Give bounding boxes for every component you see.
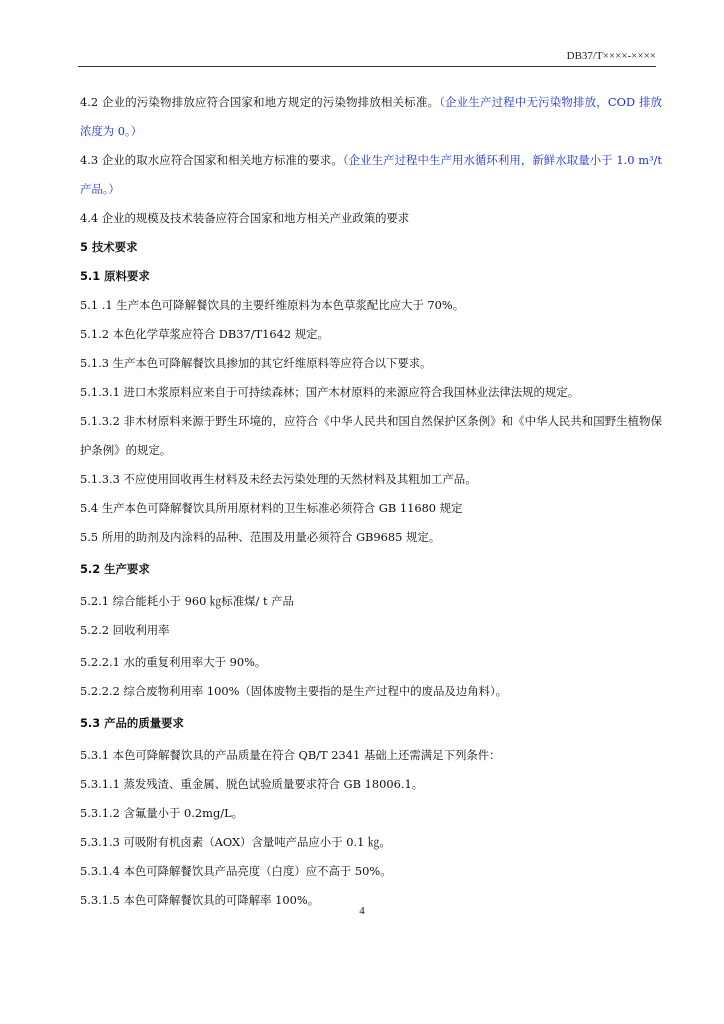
- clause-5-2-2-2: 5.2.2.2 综合废物利用率 100%（固体废物主要指的是生产过程中的废品及边角料）。: [80, 684, 508, 698]
- clause-4-3: 4.3 企业的取水应符合国家和相关地方标准的要求。（企业生产过程中生产用水循环利用，新鲜水取量小于 1.0 m³/t 产品。）: [80, 153, 662, 196]
- clause-5-1-3-1: 5.1.3.1 进口木浆原料应来自于可持续森林；国产木材原料的来源应符合我国林业法律法规的规定。: [80, 385, 580, 399]
- clause-5-1-3: 5.1.3 生产本色可降解餐饮具掺加的其它纤维原料等应符合以下要求。: [80, 356, 432, 370]
- clause-4-4: 4.4 企业的规模及技术装备应符合国家和地方相关产业政策的要求: [80, 211, 410, 225]
- section-heading-5-1: 5.1 原料要求: [80, 269, 150, 283]
- clause-4-2: 4.2 企业的污染物排放应符合国家和地方规定的污染物排放相关标准。（企业生产过程中无污染物排放，COD 排放浓度为 0。）: [80, 95, 662, 138]
- clause-5-1-3-3: 5.1.3.3 不应使用回收再生材料及未经去污染处理的天然材料及其粗加工产品。: [80, 472, 477, 486]
- section-heading-5-2: 5.2 生产要求: [80, 562, 150, 576]
- clause-4-3-note: （企业生产过程中生产用水循环利用，新鲜水取量小于 1.0 m³/t 产品。）: [80, 153, 662, 196]
- clause-4-2-note: （企业生产过程中无污染物排放，COD 排放浓度为 0。）: [80, 95, 662, 138]
- section-heading-5-3: 5.3 产品的质量要求: [80, 716, 184, 730]
- clause-5-1-3-2: 5.1.3.2 非木材原料来源于野生环境的，应符合《中华人民共和国自然保护区条例》和《中华人民共和国野生植物保护条例》的规定。: [80, 414, 662, 457]
- clause-5-3-1: 5.3.1 本色可降解餐饮具的产品质量在符合 QB/T 2341 基础上还需满足下列条件：: [80, 748, 501, 762]
- clause-5-1-2: 5.1.2 本色化学草浆应符合 DB37/T1642 规定。: [80, 327, 329, 341]
- document-body: [80, 88, 662, 915]
- clause-5-1-1: 5.1 .1 生产本色可降解餐饮具的主要纤维原料为本色草浆配比应大于 70%。: [80, 298, 465, 312]
- page-number: 4: [359, 905, 365, 917]
- clause-5-3-1-1: 5.3.1.1 蒸发残渣、重金属、脱色试验质量要求符合 GB 18006.1。: [80, 777, 424, 791]
- clause-5-2-2-1: 5.2.2.1 水的重复利用率大于 90%。: [80, 655, 267, 669]
- clause-5-3-1-3: 5.3.1.3 可吸附有机卤素（AOX）含量吨产品应小于 0.1 ㎏。: [80, 835, 391, 849]
- section-heading-5: 5 技术要求: [80, 240, 138, 254]
- standard-code: DB37/T××××-××××: [566, 50, 656, 62]
- clause-5-2-1: 5.2.1 综合能耗小于 960 ㎏标准煤/ t 产品: [80, 594, 294, 608]
- clause-5-4: 5.4 生产本色可降解餐饮具所用原材料的卫生标准必须符合 GB 11680 规定: [80, 501, 463, 515]
- clause-5-3-1-2: 5.3.1.2 含氟量小于 0.2mg/L。: [80, 806, 244, 820]
- clause-5-2-2: 5.2.2 回收利用率: [80, 623, 170, 637]
- clause-5-3-1-5: 5.3.1.5 本色可降解餐饮具的可降解率 100%。: [80, 893, 320, 907]
- clause-5-5: 5.5 所用的助剂及内涂料的品种、范围及用量必须符合 GB9685 规定。: [80, 530, 441, 544]
- clause-5-3-1-4: 5.3.1.4 本色可降解餐饮具产品亮度（白度）应不高于 50%。: [80, 864, 392, 878]
- header-divider: [78, 66, 656, 67]
